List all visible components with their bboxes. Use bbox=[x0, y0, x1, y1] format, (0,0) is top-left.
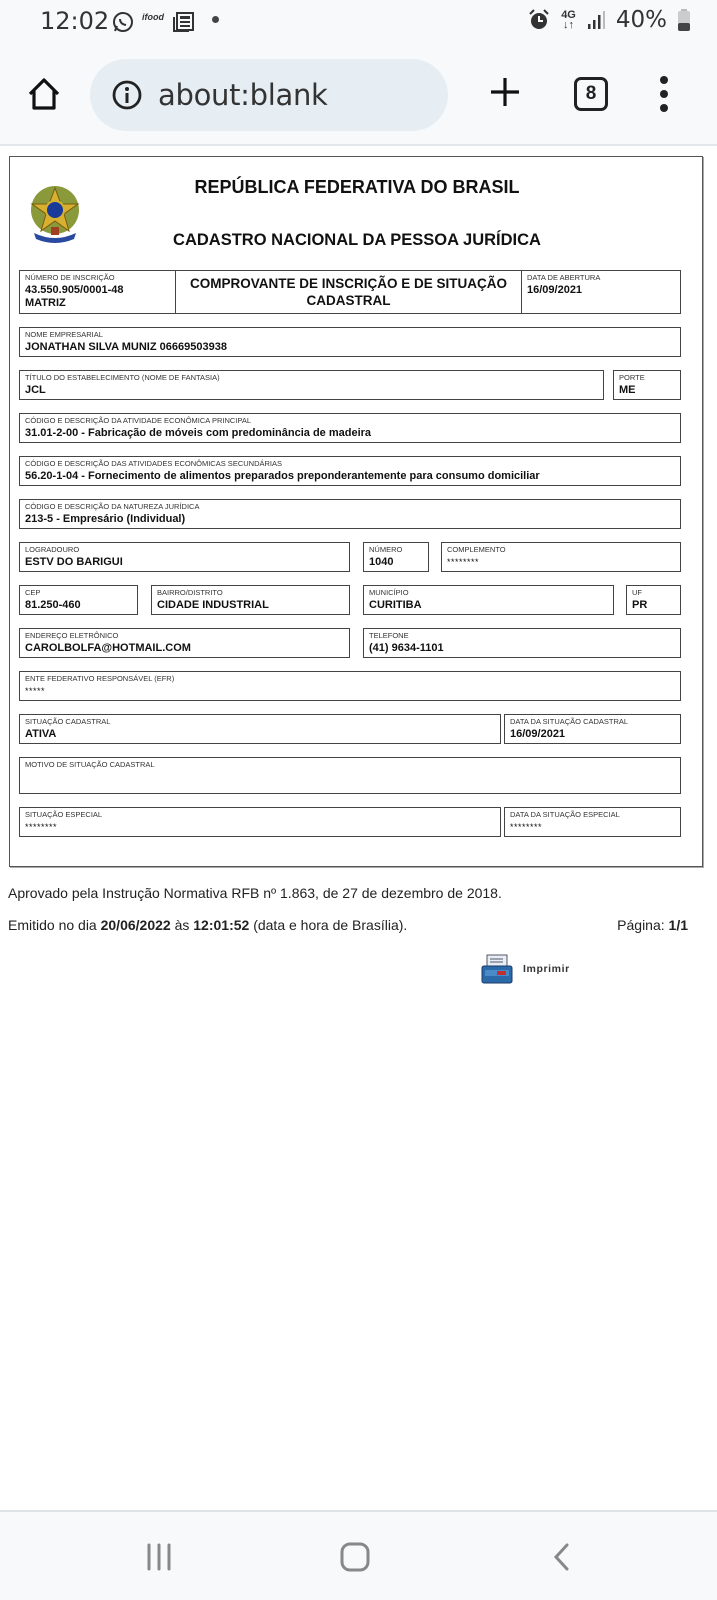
field-value: CAROLBOLFA@HOTMAIL.COM bbox=[25, 642, 191, 654]
emitted-date: 20/06/2022 bbox=[100, 917, 171, 933]
field-value: 1040 bbox=[369, 556, 394, 568]
field-label: COMPLEMENTO bbox=[447, 545, 506, 554]
field-value: ESTV DO BARIGUI bbox=[25, 556, 123, 568]
tipo-value: MATRIZ bbox=[25, 297, 66, 309]
field-value: ME bbox=[619, 384, 636, 396]
field-label: PORTE bbox=[619, 373, 645, 382]
field-label: DATA DA SITUAÇÃO ESPECIAL bbox=[510, 810, 620, 819]
status-bar bbox=[0, 0, 717, 44]
ifood-icon: ifood bbox=[142, 12, 164, 22]
field-value: 16/09/2021 bbox=[510, 728, 566, 740]
comprovante-title-line1: COMPROVANTE DE INSCRIÇÃO E DE SITUAÇÃO bbox=[189, 276, 508, 291]
titulo-box bbox=[19, 370, 604, 400]
data-situacao-especial-box bbox=[504, 807, 681, 837]
field-value: 81.250-460 bbox=[25, 599, 81, 611]
cnpj-value: 43.550.905/0001-48 bbox=[25, 284, 124, 296]
field-value: PR bbox=[632, 599, 648, 611]
recent-apps-icon[interactable] bbox=[145, 1542, 173, 1572]
field-value: CURITIBA bbox=[369, 599, 422, 611]
field-label: DATA DA SITUAÇÃO CADASTRAL bbox=[510, 717, 629, 726]
info-icon[interactable] bbox=[112, 80, 142, 110]
field-label: CÓDIGO E DESCRIÇÃO DAS ATIVIDADES ECONÔMICAS SECUNDÁRIAS bbox=[25, 459, 282, 468]
field-value: 213-5 - Empresário (Individual) bbox=[25, 513, 186, 525]
field-value: ***** bbox=[25, 686, 46, 696]
field-value: (41) 9634-1101 bbox=[369, 642, 444, 654]
battery-percent: 40% bbox=[615, 7, 667, 33]
field-label: TÍTULO DO ESTABELECIMENTO (NOME DE FANTASIA) bbox=[25, 373, 220, 382]
print-button[interactable] bbox=[481, 954, 570, 984]
complemento-box bbox=[441, 542, 681, 572]
new-tab-icon[interactable] bbox=[489, 76, 521, 108]
cnpj-document bbox=[9, 156, 703, 867]
telefone-box bbox=[363, 628, 681, 658]
menu-icon[interactable] bbox=[656, 74, 672, 114]
page-label: Página: bbox=[617, 917, 669, 933]
page-indicator bbox=[617, 917, 688, 933]
emitted-prefix: Emitido no dia bbox=[8, 917, 101, 933]
logradouro-box bbox=[19, 542, 350, 572]
field-label: CEP bbox=[25, 588, 41, 597]
field-label: ENTE FEDERATIVO RESPONSÁVEL (EFR) bbox=[25, 674, 175, 683]
document-subtitle: CADASTRO NACIONAL DA PESSOA JURÍDICA bbox=[173, 231, 541, 249]
status-time: 12:02 bbox=[40, 7, 110, 35]
document-title: REPÚBLICA FEDERATIVA DO BRASIL bbox=[194, 177, 520, 197]
cep-box bbox=[19, 585, 138, 615]
field-label: DATA DE ABERTURA bbox=[527, 273, 601, 282]
print-label[interactable]: Imprimir bbox=[523, 963, 570, 975]
atividades-secundarias-box bbox=[19, 456, 681, 486]
field-label: CÓDIGO E DESCRIÇÃO DA NATUREZA JURÍDICA bbox=[25, 502, 200, 511]
battery-icon bbox=[677, 8, 691, 32]
field-label: NÚMERO bbox=[369, 545, 403, 554]
data-abertura-box bbox=[521, 270, 681, 314]
nome-empresarial-box bbox=[19, 327, 681, 357]
abertura-value: 16/09/2021 bbox=[527, 284, 583, 296]
field-label: LOGRADOURO bbox=[25, 545, 80, 554]
field-value: CIDADE INDUSTRIAL bbox=[157, 599, 269, 611]
field-value: ******** bbox=[510, 822, 543, 832]
municipio-box bbox=[363, 585, 614, 615]
android-nav-bar bbox=[0, 1510, 717, 1600]
system-status bbox=[527, 7, 691, 33]
whatsapp-icon bbox=[111, 10, 135, 34]
comprovante-title-box bbox=[175, 270, 522, 314]
emitted-time: 12:01:52 bbox=[193, 917, 250, 933]
field-value: ATIVA bbox=[25, 728, 57, 740]
data-situacao-box bbox=[504, 714, 681, 744]
news-icon bbox=[173, 11, 195, 33]
url-bar[interactable] bbox=[90, 59, 448, 131]
field-label: MUNICÍPIO bbox=[369, 588, 409, 597]
page-value: 1/1 bbox=[668, 917, 688, 933]
field-label: NÚMERO DE INSCRIÇÃO bbox=[25, 273, 115, 282]
situacao-box bbox=[19, 714, 501, 744]
tab-switcher[interactable]: 8 bbox=[574, 77, 608, 111]
4g-data-icon: 4G ↓↑ bbox=[561, 9, 576, 31]
field-value: JCL bbox=[25, 384, 46, 396]
field-value: 31.01-2-00 - Fabricação de móveis com predominância de madeira bbox=[25, 427, 372, 439]
porte-box bbox=[613, 370, 681, 400]
field-value: JONATHAN SILVA MUNIZ 06669503938 bbox=[25, 341, 227, 353]
email-box bbox=[19, 628, 350, 658]
emitted-suffix: (data e hora de Brasília). bbox=[249, 917, 408, 933]
field-label: NOME EMPRESARIAL bbox=[25, 330, 103, 339]
atividade-principal-box bbox=[19, 413, 681, 443]
field-value: ******** bbox=[447, 557, 480, 567]
approved-note: Aprovado pela Instrução Normativa RFB nº 1.863, de 27 de dezembro de 2018. bbox=[8, 885, 502, 901]
back-icon[interactable] bbox=[552, 1542, 572, 1572]
motivo-box bbox=[19, 757, 681, 794]
field-label: UF bbox=[632, 588, 642, 597]
url-text[interactable]: about:blank bbox=[158, 78, 328, 112]
field-label: CÓDIGO E DESCRIÇÃO DA ATIVIDADE ECONÔMICA PRINCIPAL bbox=[25, 416, 252, 425]
uf-box bbox=[626, 585, 681, 615]
natureza-juridica-box bbox=[19, 499, 681, 529]
bairro-box bbox=[151, 585, 350, 615]
home-icon[interactable] bbox=[26, 76, 62, 112]
dot-icon bbox=[212, 16, 219, 23]
alarm-icon bbox=[527, 8, 551, 32]
home-nav-icon[interactable] bbox=[340, 1542, 370, 1572]
field-label: MOTIVO DE SITUAÇÃO CADASTRAL bbox=[25, 760, 155, 769]
situacao-especial-box bbox=[19, 807, 501, 837]
numero-inscricao-box bbox=[19, 270, 176, 314]
field-label: SITUAÇÃO CADASTRAL bbox=[25, 717, 111, 726]
numero-box bbox=[363, 542, 429, 572]
emitted-mid: às bbox=[170, 917, 194, 933]
efr-box bbox=[19, 671, 681, 701]
field-label: ENDEREÇO ELETRÔNICO bbox=[25, 631, 119, 640]
field-value: ******** bbox=[25, 822, 58, 832]
browser-toolbar bbox=[0, 44, 717, 146]
field-label: SITUAÇÃO ESPECIAL bbox=[25, 810, 103, 819]
signal-icon bbox=[586, 10, 606, 30]
field-label: TELEFONE bbox=[369, 631, 409, 640]
emitted-note bbox=[8, 917, 407, 933]
printer-icon[interactable] bbox=[481, 954, 513, 984]
comprovante-title-line2: CADASTRAL bbox=[306, 293, 391, 308]
field-label: BAIRRO/DISTRITO bbox=[157, 588, 223, 597]
field-value: 56.20-1-04 - Fornecimento de alimentos preparados preponderantemente para consumo domiciliar bbox=[25, 470, 540, 482]
